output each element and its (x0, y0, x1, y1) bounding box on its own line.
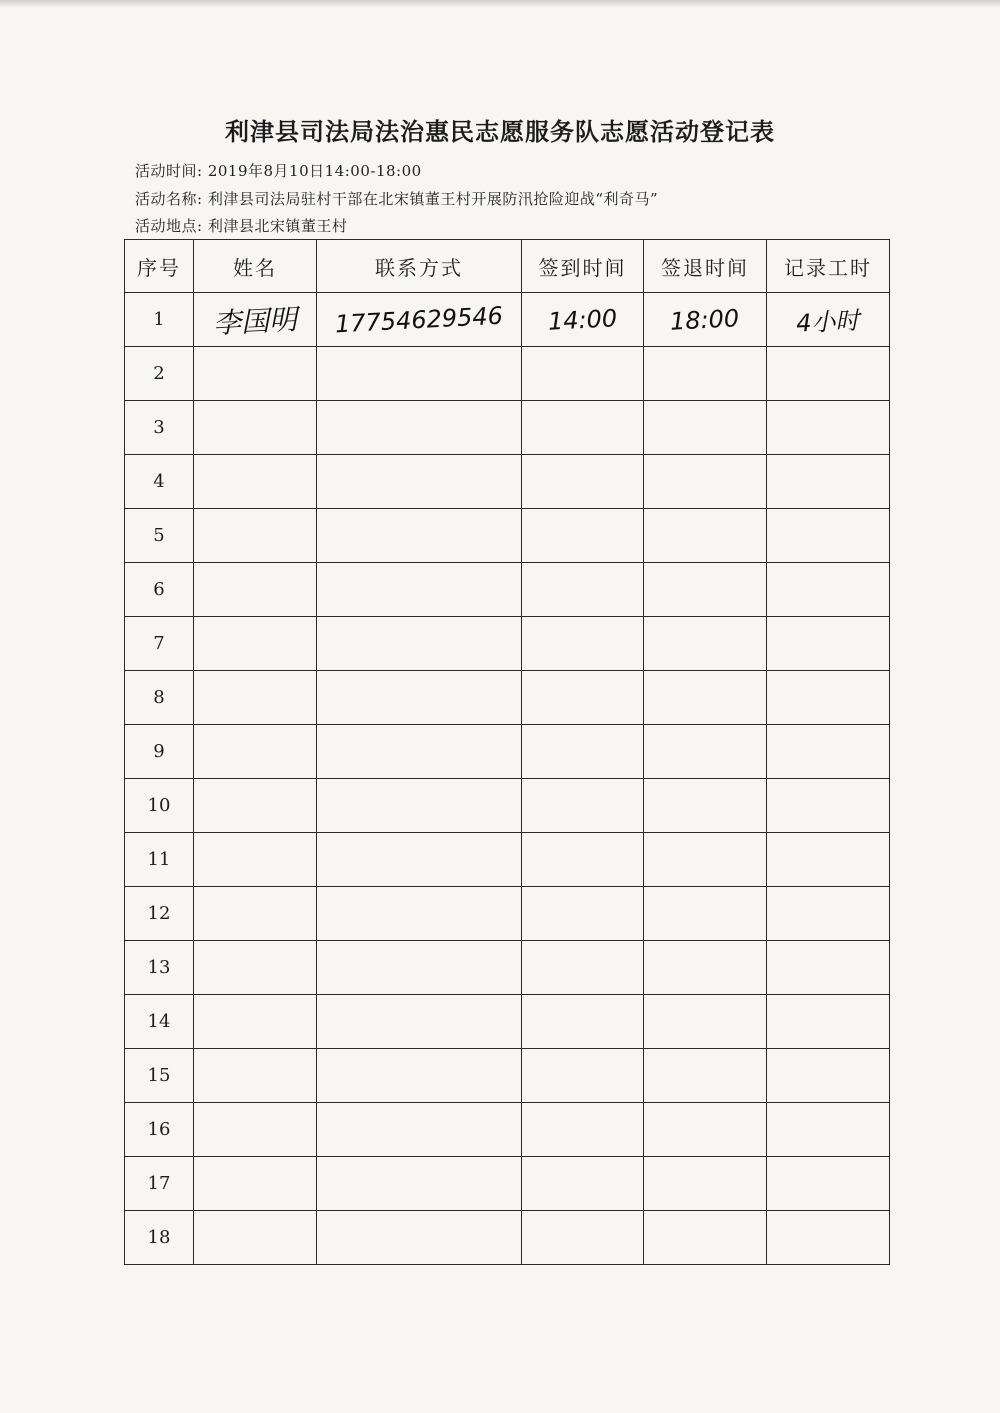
sign-in-cell[interactable] (522, 617, 644, 671)
table-row (125, 1103, 890, 1157)
contact-cell[interactable] (317, 509, 522, 563)
contact-cell[interactable] (317, 347, 522, 401)
row-number-cell: 2 (125, 347, 194, 401)
hours-cell[interactable] (767, 347, 890, 401)
sign-out-cell[interactable] (644, 401, 767, 455)
contact-cell[interactable] (317, 779, 522, 833)
hours-cell[interactable] (767, 887, 890, 941)
sign-in-cell[interactable] (522, 1049, 644, 1103)
hours-cell[interactable] (767, 1103, 890, 1157)
contact-cell[interactable] (317, 1211, 522, 1265)
table-row (125, 563, 890, 617)
row-number-cell: 7 (125, 617, 194, 671)
name-cell[interactable] (194, 563, 317, 617)
sign-in-cell[interactable] (522, 509, 644, 563)
hours-cell[interactable] (767, 1157, 890, 1211)
handwritten-name: 李国明 (212, 302, 298, 340)
table-row (125, 1157, 890, 1211)
table-row (125, 671, 890, 725)
name-cell[interactable] (194, 1211, 317, 1265)
contact-cell[interactable] (317, 1103, 522, 1157)
sign-out-cell[interactable] (644, 563, 767, 617)
row-number-cell: 4 (125, 455, 194, 509)
header-contact: 联系方式 (317, 240, 522, 293)
row-number-cell: 11 (125, 833, 194, 887)
table-row (125, 509, 890, 563)
hours-cell[interactable] (767, 509, 890, 563)
sign-in-cell[interactable] (522, 1103, 644, 1157)
row-number-cell: 10 (125, 779, 194, 833)
hours-cell[interactable] (767, 455, 890, 509)
name-cell[interactable] (194, 779, 317, 833)
sign-in-cell[interactable] (522, 671, 644, 725)
sign-in-cell[interactable] (522, 941, 644, 995)
sign-in-cell[interactable] (522, 1211, 644, 1265)
sign-out-cell[interactable] (644, 347, 767, 401)
contact-cell[interactable] (317, 833, 522, 887)
name-cell[interactable] (194, 995, 317, 1049)
header-sign-in: 签到时间 (522, 240, 644, 293)
sign-out-cell[interactable] (644, 671, 767, 725)
table-row (125, 1211, 890, 1265)
header-sign-out: 签退时间 (644, 240, 767, 293)
table-row (125, 1049, 890, 1103)
sign-out-cell[interactable] (644, 1049, 767, 1103)
activity-name-line (135, 188, 658, 209)
sign-in-cell[interactable] (522, 833, 644, 887)
sign-in-cell[interactable] (522, 347, 644, 401)
row-number-cell: 6 (125, 563, 194, 617)
activity-place-label: 活动地点: (135, 217, 203, 235)
row-number-cell: 17 (125, 1157, 194, 1211)
sign-in-cell[interactable] (522, 725, 644, 779)
contact-cell[interactable] (317, 563, 522, 617)
table-header-row (125, 240, 890, 293)
table-row (125, 455, 890, 509)
sign-in-cell[interactable] (522, 995, 644, 1049)
hours-cell[interactable] (767, 563, 890, 617)
sign-in-cell[interactable] (522, 887, 644, 941)
table-row (125, 779, 890, 833)
activity-time-line (135, 160, 422, 181)
sign-out-cell[interactable] (644, 995, 767, 1049)
name-cell[interactable] (194, 941, 317, 995)
sign-out-cell[interactable] (644, 779, 767, 833)
sign-in-cell[interactable] (522, 779, 644, 833)
row-number-cell: 8 (125, 671, 194, 725)
sign-out-cell[interactable] (644, 1157, 767, 1211)
contact-cell[interactable] (317, 617, 522, 671)
hours-cell[interactable] (767, 401, 890, 455)
row-number-cell: 9 (125, 725, 194, 779)
activity-place-value: 利津县北宋镇董王村 (207, 217, 348, 235)
name-cell[interactable] (194, 293, 317, 347)
sign-out-cell[interactable] (644, 725, 767, 779)
sign-out-cell[interactable] (644, 1103, 767, 1157)
activity-name-label: 活动名称: (135, 190, 203, 208)
sign-out-cell[interactable] (644, 941, 767, 995)
table-row (125, 347, 890, 401)
row-number-cell: 3 (125, 401, 194, 455)
activity-time-value: 2019年8月10日14:00-18:00 (207, 162, 422, 180)
hours-cell[interactable] (767, 293, 890, 347)
handwritten-contact: 17754629546 (334, 301, 504, 338)
handwritten-sign-out: 18:00 (669, 303, 741, 336)
activity-time-label: 活动时间: (135, 162, 203, 180)
hours-cell[interactable] (767, 833, 890, 887)
sign-out-cell[interactable] (644, 1211, 767, 1265)
table-row (125, 617, 890, 671)
sign-out-cell[interactable] (644, 833, 767, 887)
table-row (125, 833, 890, 887)
name-cell[interactable] (194, 671, 317, 725)
row-number-cell: 12 (125, 887, 194, 941)
contact-cell[interactable] (317, 995, 522, 1049)
hours-cell[interactable] (767, 1211, 890, 1265)
sign-out-cell[interactable] (644, 455, 767, 509)
name-cell[interactable] (194, 1103, 317, 1157)
table-body (125, 293, 890, 1265)
sign-out-cell[interactable] (644, 509, 767, 563)
sign-in-cell[interactable] (522, 293, 644, 347)
name-cell[interactable] (194, 1157, 317, 1211)
contact-cell[interactable] (317, 671, 522, 725)
sign-in-cell[interactable] (522, 455, 644, 509)
sign-in-cell[interactable] (522, 563, 644, 617)
table-row (125, 995, 890, 1049)
table-row (125, 401, 890, 455)
registration-table (124, 239, 890, 1265)
contact-cell[interactable] (317, 293, 522, 347)
name-cell[interactable] (194, 455, 317, 509)
name-cell[interactable] (194, 617, 317, 671)
table-row (125, 887, 890, 941)
table-row (125, 941, 890, 995)
handwritten-hours: 4小时 (795, 306, 861, 338)
activity-name-value: 利津县司法局驻村干部在北宋镇董王村开展防汛抢险迎战“利奇马” (207, 190, 659, 208)
hours-cell[interactable] (767, 941, 890, 995)
row-number-cell: 18 (125, 1211, 194, 1265)
name-cell[interactable] (194, 1049, 317, 1103)
contact-cell[interactable] (317, 725, 522, 779)
hours-cell[interactable] (767, 725, 890, 779)
name-cell[interactable] (194, 887, 317, 941)
sign-in-cell[interactable] (522, 1157, 644, 1211)
sign-out-cell[interactable] (644, 617, 767, 671)
name-cell[interactable] (194, 401, 317, 455)
contact-cell[interactable] (317, 455, 522, 509)
contact-cell[interactable] (317, 941, 522, 995)
sign-out-cell[interactable] (644, 887, 767, 941)
hours-cell[interactable] (767, 617, 890, 671)
name-cell[interactable] (194, 833, 317, 887)
handwritten-sign-in: 14:00 (547, 303, 618, 336)
row-number-cell: 15 (125, 1049, 194, 1103)
name-cell[interactable] (194, 347, 317, 401)
hours-cell[interactable] (767, 671, 890, 725)
name-cell[interactable] (194, 509, 317, 563)
contact-cell[interactable] (317, 887, 522, 941)
hours-cell[interactable] (767, 995, 890, 1049)
activity-place-line (135, 215, 347, 236)
hours-cell[interactable] (767, 1049, 890, 1103)
table-row (125, 725, 890, 779)
row-number-cell: 1 (125, 293, 194, 347)
contact-cell[interactable] (317, 1157, 522, 1211)
sign-in-cell[interactable] (522, 401, 644, 455)
sign-out-cell[interactable] (644, 293, 767, 347)
row-number-cell: 16 (125, 1103, 194, 1157)
row-number-cell: 14 (125, 995, 194, 1049)
contact-cell[interactable] (317, 401, 522, 455)
form-title: 利津县司法局法治惠民志愿服务队志愿活动登记表 (225, 117, 775, 146)
table-row (125, 293, 890, 347)
row-number-cell: 13 (125, 941, 194, 995)
scan-edge-shadow (0, 0, 1000, 8)
header-no: 序号 (125, 240, 194, 293)
header-hours: 记录工时 (767, 240, 890, 293)
contact-cell[interactable] (317, 1049, 522, 1103)
name-cell[interactable] (194, 725, 317, 779)
hours-cell[interactable] (767, 779, 890, 833)
row-number-cell: 5 (125, 509, 194, 563)
header-name: 姓名 (194, 240, 317, 293)
